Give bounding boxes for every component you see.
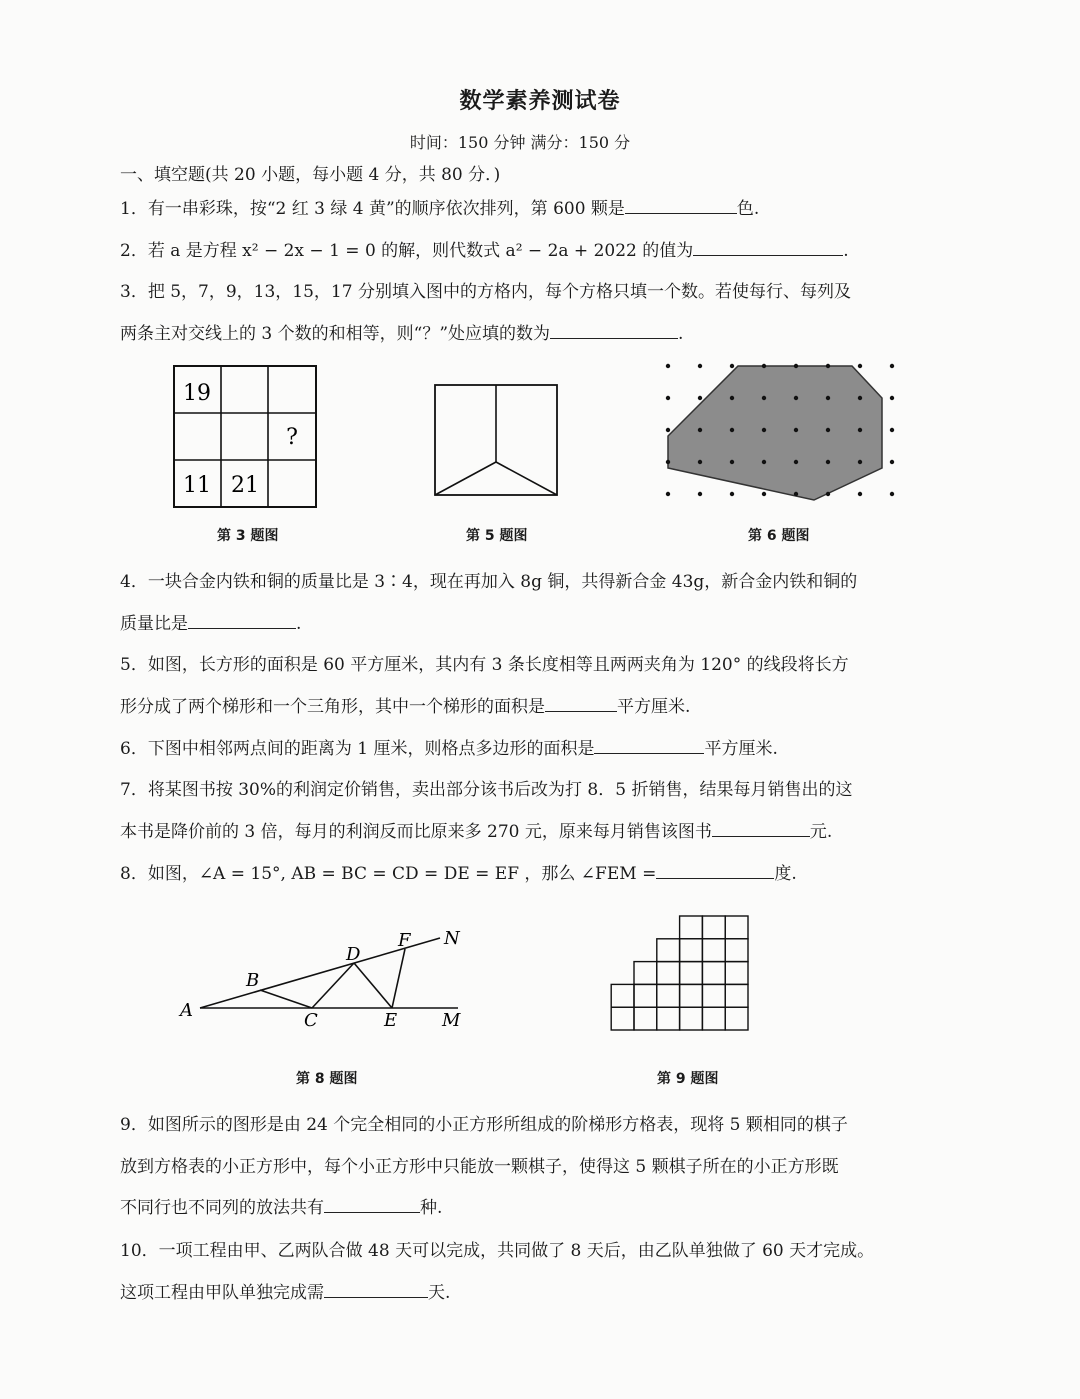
question-5-line-2: 形分成了两个梯形和一个三角形，其中一个梯形的面积是 平方厘米.	[120, 692, 690, 717]
grid-square	[634, 962, 657, 985]
lattice-dot	[698, 396, 702, 400]
label-A: A	[180, 1000, 193, 1021]
label-M: M	[442, 1010, 461, 1031]
figure-5-rectangle	[430, 380, 562, 500]
lattice-dot	[730, 396, 734, 400]
question-4-line-1: 4．一块合金内铁和铜的质量比是 3∶4，现在再加入 8g 铜，共得新合金 43g，新合金内铁和铜的	[120, 572, 858, 592]
exam-info: 时间：150 分钟 满分：150 分	[409, 133, 631, 152]
grid-square	[611, 984, 634, 1007]
question-10-line-1: 10．一项工程由甲、乙两队合做 48 天可以完成，共同做了 8 天后，由乙队单独做了 60 天才完成。	[120, 1241, 875, 1261]
lattice-dot	[794, 460, 798, 464]
question-5-line-1: 5．如图，长方形的面积是 60 平方厘米，其内有 3 条长度相等且两两夹角为 120° 的线段将长方	[120, 655, 849, 675]
lattice-dot	[698, 460, 702, 464]
label-D: D	[346, 944, 361, 965]
answer-blank-3[interactable]	[550, 320, 678, 339]
figure-6-caption: 第 6 题图	[748, 528, 810, 544]
answer-blank-1[interactable]	[625, 195, 737, 214]
lattice-dot	[858, 428, 862, 432]
lattice-dot	[890, 492, 894, 496]
grid-square	[702, 962, 725, 985]
answer-blank-7[interactable]	[712, 818, 810, 837]
answer-blank-2[interactable]	[693, 237, 843, 256]
lattice-dot	[698, 492, 702, 496]
lattice-dot	[666, 364, 670, 368]
section-heading: 一、填空题(共 20 小题，每小题 4 分，共 80 分．)	[120, 165, 501, 185]
grid-square	[657, 984, 680, 1007]
lattice-dot	[794, 492, 798, 496]
answer-blank-10[interactable]	[324, 1279, 428, 1298]
lattice-dot	[762, 364, 766, 368]
grid-square	[725, 984, 748, 1007]
grid-square	[702, 939, 725, 962]
grid-square	[702, 1007, 725, 1030]
lattice-dot	[858, 492, 862, 496]
lattice-dot	[762, 460, 766, 464]
lattice-dot	[890, 396, 894, 400]
lattice-dot	[730, 428, 734, 432]
page-title: 数学素养测试卷	[459, 89, 621, 114]
label-F: F	[398, 930, 411, 951]
answer-blank-5[interactable]	[545, 693, 617, 712]
figure-8-angle	[172, 922, 472, 1034]
lattice-dot	[698, 428, 702, 432]
lattice-dot	[858, 364, 862, 368]
grid-square	[611, 1007, 634, 1030]
lattice-dot	[826, 396, 830, 400]
lattice-dot	[858, 396, 862, 400]
figure-3-caption: 第 3 题图	[217, 528, 279, 544]
answer-blank-8[interactable]	[656, 860, 774, 879]
question-6: 6．下图中相邻两点间的距离为 1 厘米，则格点多边形的面积是 平方厘米.	[120, 734, 778, 759]
grid-cell-1: 19	[183, 381, 211, 406]
label-N: N	[444, 928, 460, 949]
lattice-dot	[890, 460, 894, 464]
figure-5-caption: 第 5 题图	[466, 528, 528, 544]
figure-8-caption: 第 8 题图	[296, 1071, 358, 1087]
grid-square	[725, 916, 748, 939]
grid-cell-7: 11	[183, 473, 211, 498]
lattice-dot	[826, 364, 830, 368]
question-10-line-2: 这项工程由甲队单独完成需 天.	[120, 1278, 450, 1303]
lattice-dot	[794, 364, 798, 368]
lattice-dot	[666, 460, 670, 464]
grid-square	[634, 984, 657, 1007]
grid-square	[680, 962, 703, 985]
answer-blank-6[interactable]	[594, 735, 704, 754]
grid-cell-8: 21	[231, 473, 259, 498]
figure-9-staircase-grid	[604, 912, 752, 1038]
question-7-line-2: 本书是降价前的 3 倍，每月的利润反而比原来多 270 元，原来每月销售该图书 元.	[120, 817, 832, 842]
label-E: E	[384, 1010, 398, 1031]
lattice-dot	[730, 460, 734, 464]
figure-6-lattice-polygon	[660, 358, 896, 516]
lattice-dot	[890, 428, 894, 432]
question-3-line-2: 两条主对交线上的 3 个数的和相等，则“？”处应填的数为 .	[120, 319, 683, 344]
grid-square	[680, 939, 703, 962]
lattice-dot	[666, 396, 670, 400]
grid-square	[657, 939, 680, 962]
grid-square	[680, 984, 703, 1007]
question-7-line-1: 7．将某图书按 30%的利润定价销售，卖出部分该书后改为打 8．5 折销售，结果每月销售出的这	[120, 780, 853, 800]
question-8: 8．如图，∠A = 15°, AB = BC = CD = DE = EF ，那么 ∠FEM = 度.	[120, 859, 797, 884]
lattice-dot	[730, 364, 734, 368]
grid-square	[657, 962, 680, 985]
grid-square	[702, 984, 725, 1007]
answer-blank-4[interactable]	[188, 610, 296, 629]
grid-cell-question: ?	[286, 425, 298, 450]
lattice-dot	[826, 428, 830, 432]
grid-square	[725, 962, 748, 985]
label-C: C	[304, 1010, 318, 1031]
lattice-dot	[794, 428, 798, 432]
lattice-dot	[666, 428, 670, 432]
lattice-dot	[762, 396, 766, 400]
lattice-dot	[890, 364, 894, 368]
grid-square	[725, 939, 748, 962]
figure-9-caption: 第 9 题图	[657, 1071, 719, 1087]
lattice-dot	[698, 364, 702, 368]
lattice-dot	[794, 396, 798, 400]
grid-square	[680, 1007, 703, 1030]
question-9-line-1: 9．如图所示的图形是由 24 个完全相同的小正方形所组成的阶梯形方格表，现将 5 颗相同的棋子	[120, 1115, 848, 1135]
lattice-dot	[730, 492, 734, 496]
answer-blank-9[interactable]	[324, 1194, 420, 1213]
question-9-line-2: 放到方格表的小正方形中，每个小正方形中只能放一颗棋子，使得这 5 颗棋子所在的小正方形既	[120, 1157, 839, 1177]
grid-square	[725, 1007, 748, 1030]
grid-square	[702, 916, 725, 939]
lattice-dot	[826, 492, 830, 496]
lattice-dot	[762, 428, 766, 432]
grid-square	[657, 1007, 680, 1030]
grid-square	[680, 916, 703, 939]
lattice-dot	[666, 492, 670, 496]
lattice-dot	[826, 460, 830, 464]
question-9-line-3: 不同行也不同列的放法共有 种.	[120, 1193, 442, 1218]
question-3-line-1: 3．把 5，7，9，13，15，17 分别填入图中的方格内，每个方格只填一个数。若使每行、每列及	[120, 282, 851, 302]
lattice-dot	[762, 492, 766, 496]
grid-square	[634, 1007, 657, 1030]
question-2: 2．若 a 是方程 x² − 2x − 1 = 0 的解，则代数式 a² − 2a + 2022 的值为 .	[120, 236, 849, 261]
lattice-dot	[858, 460, 862, 464]
question-4-line-2: 质量比是 .	[120, 609, 301, 634]
question-1: 1．有一串彩珠，按“2 红 3 绿 4 黄”的顺序依次排列，第 600 颗是 色.	[120, 194, 759, 219]
figure-3-grid	[170, 362, 322, 512]
label-B: B	[246, 970, 260, 991]
